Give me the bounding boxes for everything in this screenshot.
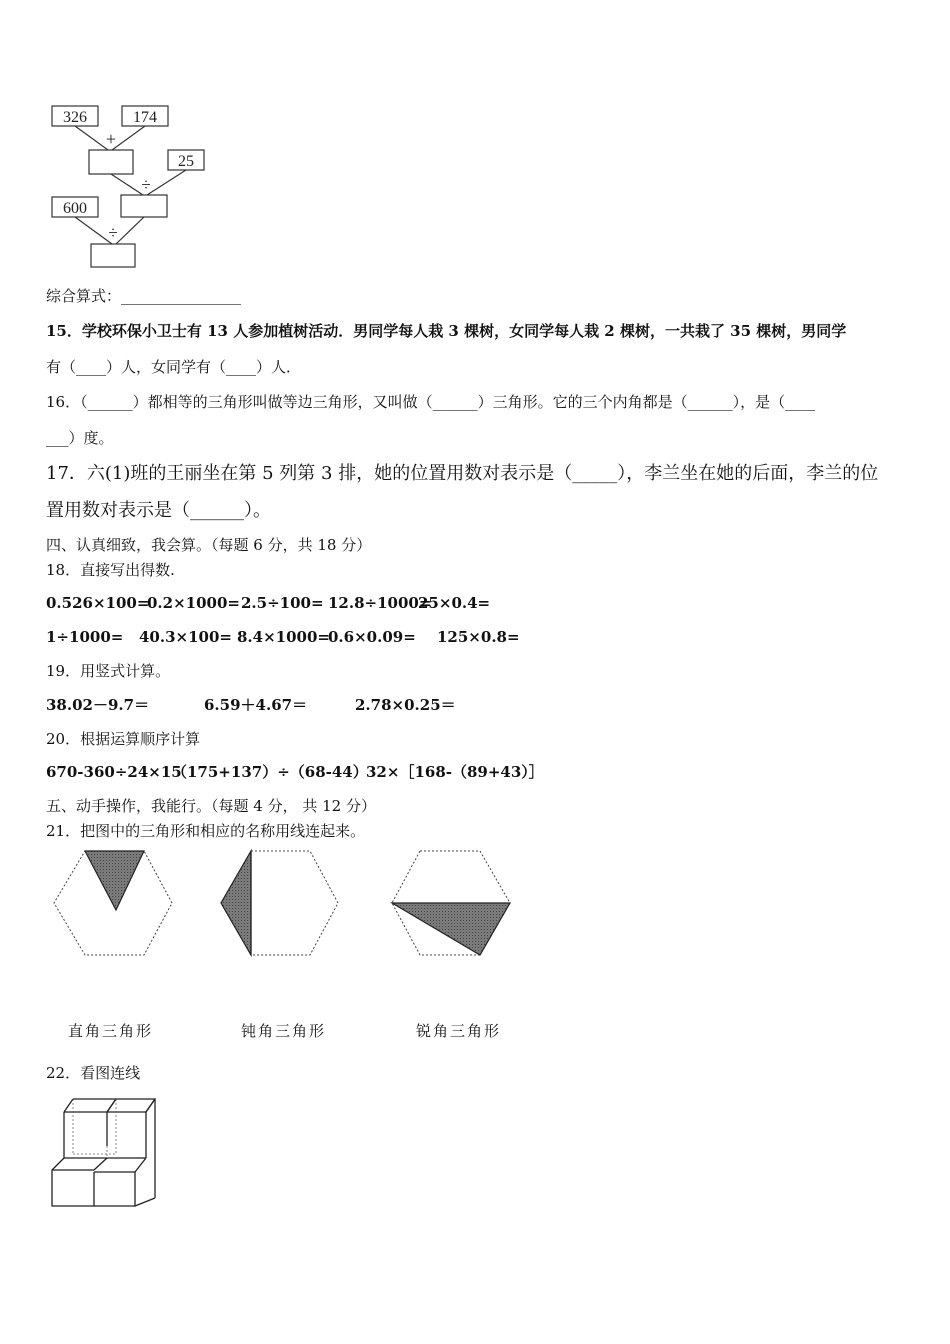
q18-r1-item4: 12.8÷1000=: [328, 594, 432, 612]
q18-r2-item4: 0.6×0.09=: [328, 628, 416, 646]
flow-box-sum: [89, 150, 133, 174]
flow-label-326: 326: [63, 109, 87, 126]
q15-line2: 有（____）人，女同学有（____）人．: [46, 358, 302, 376]
q17-line2: 置用数对表示是（______）。: [46, 500, 271, 521]
hexagon-2: [221, 851, 338, 955]
section5-heading: 五、动手操作，我能行。（每题 4 分， 共 12 分）: [46, 797, 376, 815]
q18-title: 18．直接写出得数.: [46, 561, 175, 579]
triangle-obtuse-shaded: [221, 851, 251, 955]
q18-r1-item3: 2.5÷100=: [241, 594, 324, 612]
flow-label-174: 174: [133, 109, 157, 126]
q20-item3: 32×［168-（89+43）］: [366, 763, 544, 781]
flow-label-25: 25: [178, 153, 194, 170]
section4-heading: 四、认真细致，我会算。（每题 6 分，共 18 分）: [46, 536, 372, 554]
hexagon-1: [54, 851, 172, 955]
combined-formula-line: 综合算式：________________: [46, 287, 242, 305]
q19-item1: 38.02－9.7＝: [46, 696, 150, 714]
q22-block-figure: [44, 1094, 164, 1214]
q21-title: 21．把图中的三角形和相应的名称用线连起来。: [46, 822, 366, 840]
flow-box-quotient: [121, 195, 167, 217]
q21-hexagons: [40, 845, 530, 970]
q18-r2-item3: 8.4×1000=: [237, 628, 330, 646]
q18-r2-item2: 40.3×100=: [139, 628, 232, 646]
q19-title: 19．用竖式计算。: [46, 662, 171, 680]
label-obtuse-triangle: 钝角三角形: [241, 1022, 327, 1040]
q16-line2: ___）度。: [46, 429, 114, 447]
flow-op-plus: +: [105, 129, 117, 149]
q15-line1: 15．学校环保小卫士有 13 人参加植树活动．男同学每人栽 3 棵树，女同学每人栽 2 棵树，一共栽了 35 棵树，男同学: [46, 322, 847, 340]
q18-r2-item5: 125×0.8=: [437, 628, 520, 646]
hexagon-3: [392, 851, 510, 955]
triangle-right-shaded: [392, 903, 510, 955]
q20-title: 20．根据运算顺序计算: [46, 730, 201, 748]
q22-title: 22．看图连线: [46, 1064, 141, 1082]
q19-item3: 2.78×0.25＝: [355, 696, 456, 714]
label-right-triangle: 直角三角形: [68, 1022, 154, 1040]
flow-box-result: [91, 244, 135, 267]
q20-item1: 670-360÷24×15: [46, 763, 182, 781]
flow-op-divide-2: ÷: [108, 223, 118, 242]
triangle-acute-shaded: [85, 851, 144, 910]
q18-r1-item5: 25×0.4=: [418, 594, 491, 612]
q18-r2-item1: 1÷1000=: [46, 628, 124, 646]
q19-item2: 6.59＋4.67＝: [204, 696, 308, 714]
flow-label-600: 600: [63, 200, 87, 217]
q20-item2: （175+137）÷（68-44）: [172, 763, 368, 781]
q18-r1-item1: 0.526×100=: [46, 594, 150, 612]
q16-line1: 16．（______）都相等的三角形叫做等边三角形，又叫做（______）三角形。它的三个内角都是（______），是（____: [46, 393, 816, 411]
q18-r1-item2: 0.2×1000=: [147, 594, 240, 612]
label-acute-triangle: 锐角三角形: [416, 1022, 502, 1040]
flow-op-divide: ÷: [141, 175, 151, 194]
q17-line1: 17．六(1)班的王丽坐在第 5 列第 3 排，她的位置用数对表示是（_____），李兰坐在她的后面，李兰的位: [46, 463, 879, 484]
flow-diagram: [40, 95, 230, 275]
